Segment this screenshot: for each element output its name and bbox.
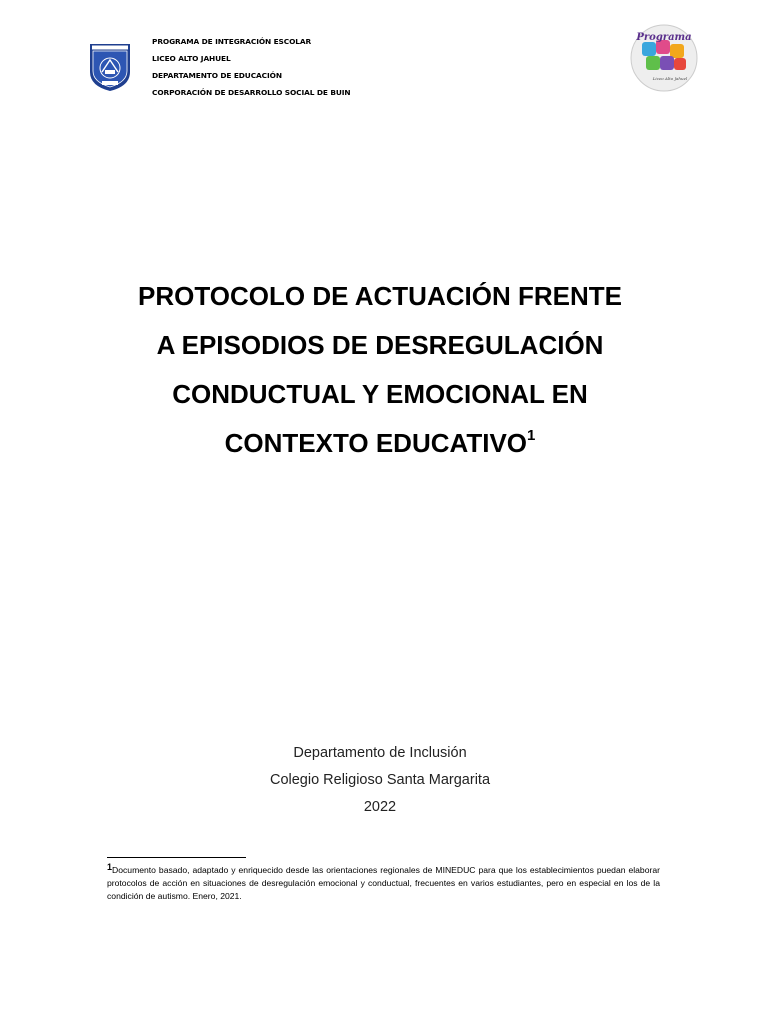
program-logo [630, 24, 698, 92]
school-crest-logo [88, 42, 132, 92]
footnote-separator [107, 857, 246, 858]
svg-text:Programa: Programa [636, 32, 692, 43]
title-line-2: A EPISODIOS DE DESREGULACIÓN [156, 330, 604, 360]
document-year: 2022 [363, 799, 397, 815]
school-name: Colegio Religioso Santa Margarita [269, 772, 491, 788]
title-line-4 [90, 425, 670, 474]
svg-text:Liceo Alto Jahuel: Liceo Alto Jahuel [652, 76, 688, 81]
department-name: Departamento de Inclusión [293, 745, 467, 761]
header-department: DEPARTAMENTO DE EDUCACIÓN [152, 71, 282, 80]
header-program: PROGRAMA DE INTEGRACIÓN ESCOLAR [152, 37, 312, 46]
footnote [107, 864, 660, 903]
header-school: LICEO ALTO JAHUEL [152, 54, 231, 63]
department-block [180, 743, 580, 824]
header-block [152, 37, 351, 105]
footnote-mark: 1 [107, 862, 113, 872]
title-line-1: PROTOCOLO DE ACTUACIÓN FRENTE [138, 281, 622, 311]
footnote-text: Documento basado, adaptado y enriquecido desde las orientaciones regionales de MINEDUC para que los establecimientos puedan elaborar protocolos de acción en situaciones de desregulación emocional y conductual, frecuentes en varios estudiantes, pero en especial en los de la condición de autismo. Enero, 2021. [107, 865, 660, 901]
header-corporation: CORPORACIÓN DE DESARROLLO SOCIAL DE BUIN [152, 88, 351, 97]
title-line-4-text: CONTEXTO EDUCATIVO [224, 428, 528, 458]
title-footnote-mark: 1 [527, 427, 536, 444]
title-line-3: CONDUCTUAL Y EMOCIONAL EN [172, 379, 588, 409]
document-title [90, 278, 670, 474]
